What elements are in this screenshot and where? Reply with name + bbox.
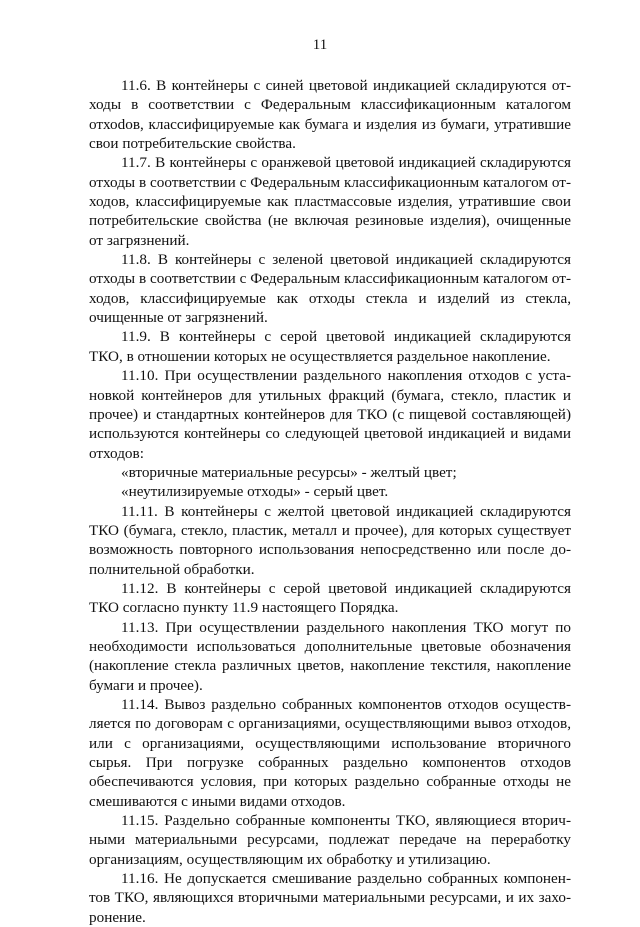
document-body: [89, 76, 571, 927]
paragraph-11-13: 11.13. При осуществлении раздельного накопления ТКО могут по необходимости использоваться дополнительные цветовые обозначения (накопление стекла различных цветов, накопление текстиля, накопление бумаги и прочее).: [89, 618, 571, 694]
paragraph-11-9: 11.9. В контейнеры с серой цветовой индикацией складируются ТКО, в отношении которых не осуществляется раздельное накопление.: [89, 328, 571, 365]
paragraph-11-14: 11.14. Вывоз раздельно собранных компонентов отходов осуществляется по договорам с организациями, осуществляющими вывоз отходов, или с организациями, осуществляющими использование вторичного сырья. При погрузке собранных раздельно компонентов отходов обеспечиваются условия, при которых раздельно собранные отходы не смешиваются с иными видами отходов.: [89, 696, 571, 810]
paragraph-11-16: 11.16. Не допускается смешивание раздельно собранных компонентов ТКО, являющихся вторичными материальными ресурсами, и их захоронение.: [89, 870, 571, 926]
paragraph-11-7: 11.7. В контейнеры с оранжевой цветовой индикацией складируются отходы в соответствии с Федеральным классификационным каталогом отходов, классифицируемые как пластмассовые изделия, утратившие свои потребительские свойства (не включая резиновые изделия), очищенные от загрязнений.: [89, 154, 571, 249]
paragraph-11-12: 11.12. В контейнеры с серой цветовой индикацией складируются ТКО согласно пункту 11.9 настоящего Порядка.: [89, 579, 571, 617]
paragraph-11-8: 11.8. В контейнеры с зеленой цветовой индикацией складируются отходы в соответствии с Федеральным классификационным каталогом отходов, классифицируемые как отходы стекла и изделий из стекла, очищенные от загрязнений.: [89, 251, 571, 327]
paragraph-11-11: 11.11. В контейнеры с желтой цветовой индикацией складируются ТКО (бумага, стекло, пластик, металл и прочее), для которых существует возможность повторного использования непосредственно или после дополнительной обработки.: [89, 502, 571, 578]
paragraph-11-10: 11.10. При осуществлении раздельного накопления отходов с установкой контейнеров для утильных фракций (бумага, стекло, пластик и прочее) и стандартных контейнеров для ТКО (с пищевой составляющей) используются контейнеры со следующей цветовой индикацией и видами отходов:: [89, 367, 571, 462]
page-number: 11: [312, 37, 328, 53]
list-item-secondary-resources: «вторичные материальные ресурсы» - желтый цвет;: [121, 463, 457, 481]
paragraph-11-6: 11.6. В контейнеры с синей цветовой индикацией складируются отходы в соответствии с Федеральным классификационным каталогом отхоdов, классифицируемые как бумага и изделия из бумаги, утратившие свои потребительские свойства.: [89, 77, 571, 153]
list-item-non-recyclable: «неутилизируемые отходы» - серый цвет.: [121, 483, 389, 501]
paragraph-11-15: 11.15. Раздельно собранные компоненты ТКО, являющиеся вторичными материальными ресурсами, подлежат передаче на переработку организациям, осуществляющим их обработку и утилизацию.: [89, 812, 571, 868]
